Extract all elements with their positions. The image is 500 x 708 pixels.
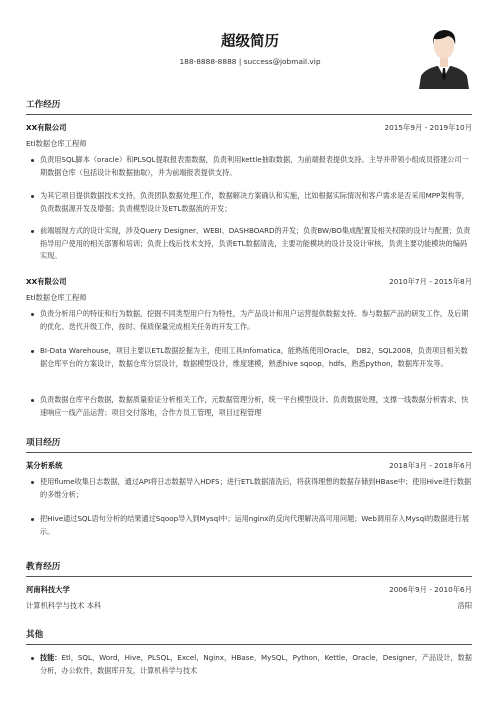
list-item: 负责数据仓库平台数据，数据质量验证分析相关工作，元数据管理分析，统一平台模型设计。负责数据处理，支撑一线数据分析需求，快速响应一线产品运营；项目交付落地，合作方员工管理，项目过程管理 <box>26 394 472 419</box>
job-role-row <box>26 138 472 150</box>
list-item: 为其它项目提供数据技术支持，负责团队数据处理工作，数据解决方案确认和实施，比如根据实际情况和客户需求是否采用MPP架构等，负责数据源开发及增强；负责模型设计及ETL数据流的开发； <box>26 190 472 215</box>
education-detail <box>26 600 472 612</box>
bullet-icon <box>31 230 34 233</box>
education-location: 洛阳 <box>457 601 472 610</box>
resume-title: 超级简历 <box>221 34 279 50</box>
bullet-icon <box>31 313 34 316</box>
list-item: BI-Data Warehouse，项目主要以ETL数据挖掘为主，使用工具Infomatica，能熟练使用Oracle， DB2，SQL2008，负责项目相关数据仓库平台的方案设计，数据仓库分层设计，数据模型设计，维度建模，熟悉hive sqoop，hdfs，熟悉python，数据库开发等。 <box>26 345 472 370</box>
project-section <box>26 437 472 453</box>
job-role: Etl数据仓库工程师 <box>26 139 87 148</box>
list-item: 负责用SQL脚本（oracle）和PLSQL提取报表需数据，负责利用kettle抽取数据，为前端报表提供支持。主导并带领小组成员搭建公司一期数据仓库（包括设计和数据抽取），并为前端报表提供支持。 <box>26 154 472 179</box>
bullet-icon <box>31 195 34 198</box>
project-dates: 2018年3月 - 2018年6月 <box>389 461 472 470</box>
avatar <box>417 21 471 89</box>
education-section-title: 教育经历 <box>26 562 61 572</box>
project-section-title: 项目经历 <box>26 438 61 448</box>
bullet-icon <box>31 159 34 162</box>
education-section <box>26 561 472 577</box>
work-section-title: 工作经历 <box>26 100 61 110</box>
company-name: XX有限公司 <box>26 277 67 286</box>
education-header <box>26 584 472 596</box>
major: 计算机科学与技术 本科 <box>26 601 102 610</box>
skills-text: Etl，SQL，Word，Hive，PLSQL，Excel，Nginx，HBase，MySQL，Python，Kettle，Oracle，Designer，产品设计，数据分析，办公软件，数据库开发，计算机科学与技术 <box>40 653 472 675</box>
list-item: 把Hive通过SQL语句分析的结果通过Sqoop导入到Mysql中；运用nginx的反向代理解决高可用问题；Web调用存入Mysql的数据进行展示。 <box>26 513 472 538</box>
school-name: 河南科技大学 <box>26 585 70 594</box>
resume-header <box>0 0 500 80</box>
bullet-icon <box>31 657 34 660</box>
job-header <box>26 276 472 288</box>
bullet-icon <box>31 399 34 402</box>
skills-item <box>26 652 472 677</box>
list-item: 前端展现方式的设计实现，涉及Query Designer、WEBI、DASHBOARD的开发；负责BW/BO集成配置及相关权限的设计与配置；负责指导用户使用的相关部署和培训；负责上线后技术支持，负责ETL数据清洗，主要功能模块的设计及设计审核，负责主要功能模块的编码实现。 <box>26 225 472 263</box>
project-name: 某分析系统 <box>26 461 63 470</box>
company-name: XX有限公司 <box>26 123 67 132</box>
job-dates: 2015年9月 - 2019年10月 <box>384 123 472 132</box>
section-divider <box>26 452 472 453</box>
list-item: 负责分析用户的特征和行为数据，挖掘不同类型用户行为特性，为产品设计和用户运营提供数据支持。参与数据产品的研发工作，及后期的优化、迭代升级工作，按时、保质保量完成相关任务的开发工作。 <box>26 308 472 333</box>
job-dates: 2010年7月 - 2015年8月 <box>389 277 472 286</box>
section-divider <box>26 114 472 115</box>
other-section <box>26 629 472 645</box>
job-role-row <box>26 292 472 304</box>
bullet-icon <box>31 518 34 521</box>
skills-label: 技能： <box>40 653 62 662</box>
job-role: Etl数据仓库工程师 <box>26 293 87 302</box>
job-header <box>26 122 472 134</box>
contact-info: 188-8888-8888 | success@jobmail.vip <box>179 57 321 66</box>
section-divider <box>26 644 472 645</box>
bullet-icon <box>31 481 34 484</box>
list-item: 使用flume收集日志数据，通过API将日志数据导入HDFS；进行ETL数据清洗后，将获得理想的数据存储到HBase中；使用Hive进行数据的多维分析； <box>26 476 472 501</box>
project-header <box>26 460 472 472</box>
section-divider <box>26 576 472 577</box>
work-section <box>26 99 472 115</box>
education-dates: 2006年9月 - 2010年6月 <box>389 585 472 594</box>
other-section-title: 其他 <box>26 630 44 640</box>
bullet-icon <box>31 350 34 353</box>
